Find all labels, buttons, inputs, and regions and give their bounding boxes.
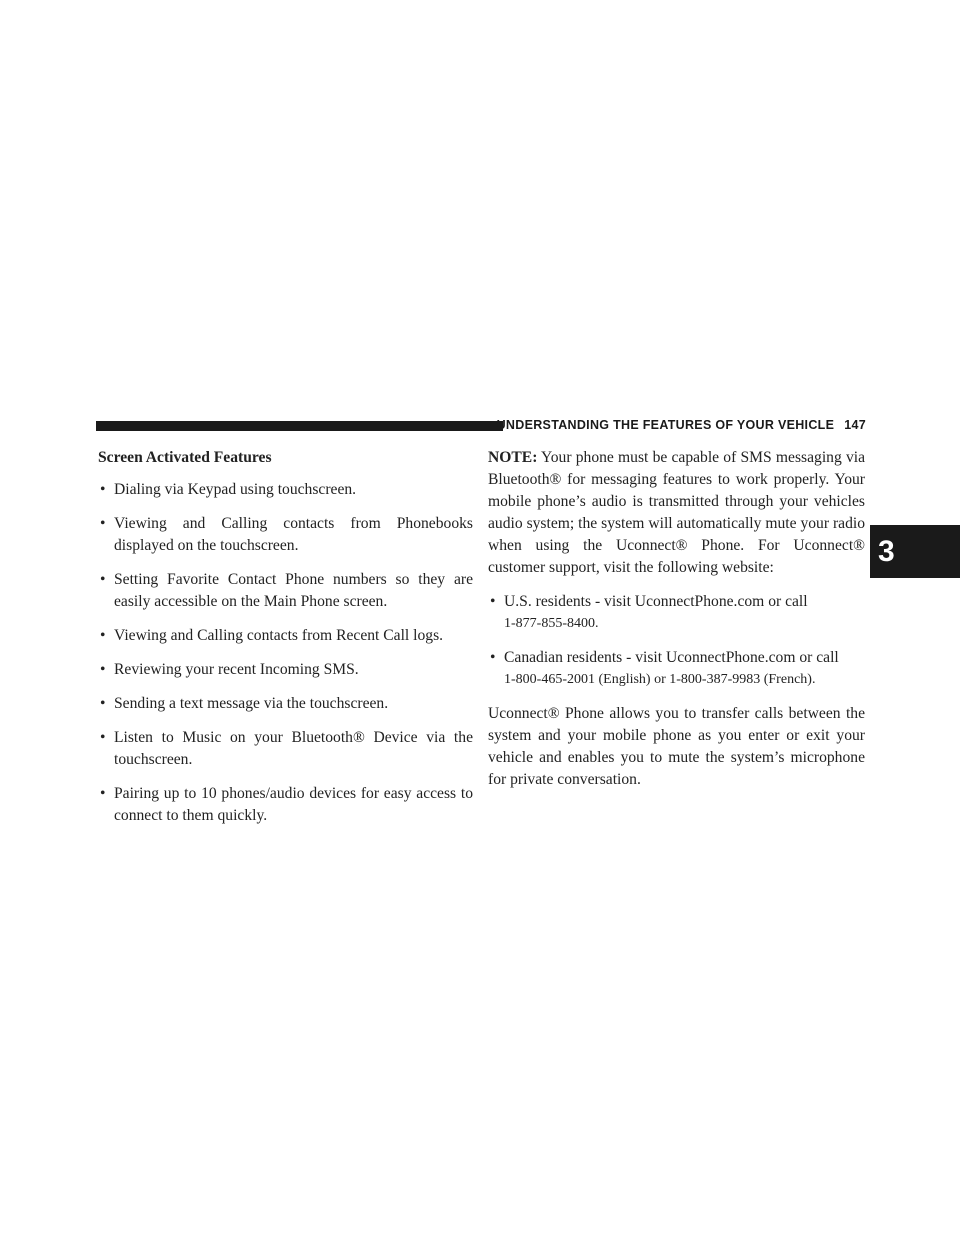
note-paragraph (488, 447, 865, 579)
list-item: • Sending a text message via the touchscreen. (98, 693, 473, 715)
list-item: • Reviewing your recent Incoming SMS. (98, 659, 473, 681)
section-heading: Screen Activated Features (98, 449, 272, 466)
right-column (488, 447, 865, 803)
support-item-text: U.S. residents - visit UconnectPhone.com or call (504, 593, 808, 610)
list-item: • Viewing and Calling contacts from Phonebooks displayed on the touchscreen. (98, 513, 473, 557)
list-item: • Viewing and Calling contacts from Recent Call logs. (98, 625, 473, 647)
list-item: • Setting Favorite Contact Phone numbers so they are easily accessible on the Main Phone screen. (98, 569, 473, 613)
note-text: Your phone must be capable of SMS messaging via Bluetooth® for messaging features to work properly. Your mobile phone’s audio is transmitted through your vehicles audio system; the system will automatically mute your radio when using the Uconnect® Phone. For Uconnect® customer support, visit the following website: (488, 449, 865, 576)
page-number: 147 (844, 418, 866, 432)
section-title: UNDERSTANDING THE FEATURES OF YOUR VEHICLE (496, 418, 835, 432)
support-phone: 1-800-465-2001 (English) or 1-800-387-9983 (French). (504, 672, 816, 687)
list-item: • Dialing via Keypad using touchscreen. (98, 479, 473, 501)
note-label: NOTE: (488, 449, 538, 466)
chapter-tab: 3 (870, 525, 960, 578)
feature-list (98, 479, 473, 827)
list-item: • Pairing up to 10 phones/audio devices for easy access to connect to them quickly. (98, 783, 473, 827)
list-item (488, 647, 865, 691)
support-list (488, 591, 865, 691)
support-item-text: Canadian residents - visit UconnectPhone.com or call (504, 649, 839, 666)
list-item (488, 591, 865, 635)
running-header (496, 413, 866, 437)
left-column (98, 447, 473, 839)
support-phone: 1-877-855-8400. (504, 616, 599, 631)
closing-paragraph: Uconnect® Phone allows you to transfer calls between the system and your mobile phone as you enter or exit your vehicle and enables you to mute the system’s microphone for private conversation. (488, 705, 865, 788)
list-item: • Listen to Music on your Bluetooth® Device via the touchscreen. (98, 727, 473, 771)
